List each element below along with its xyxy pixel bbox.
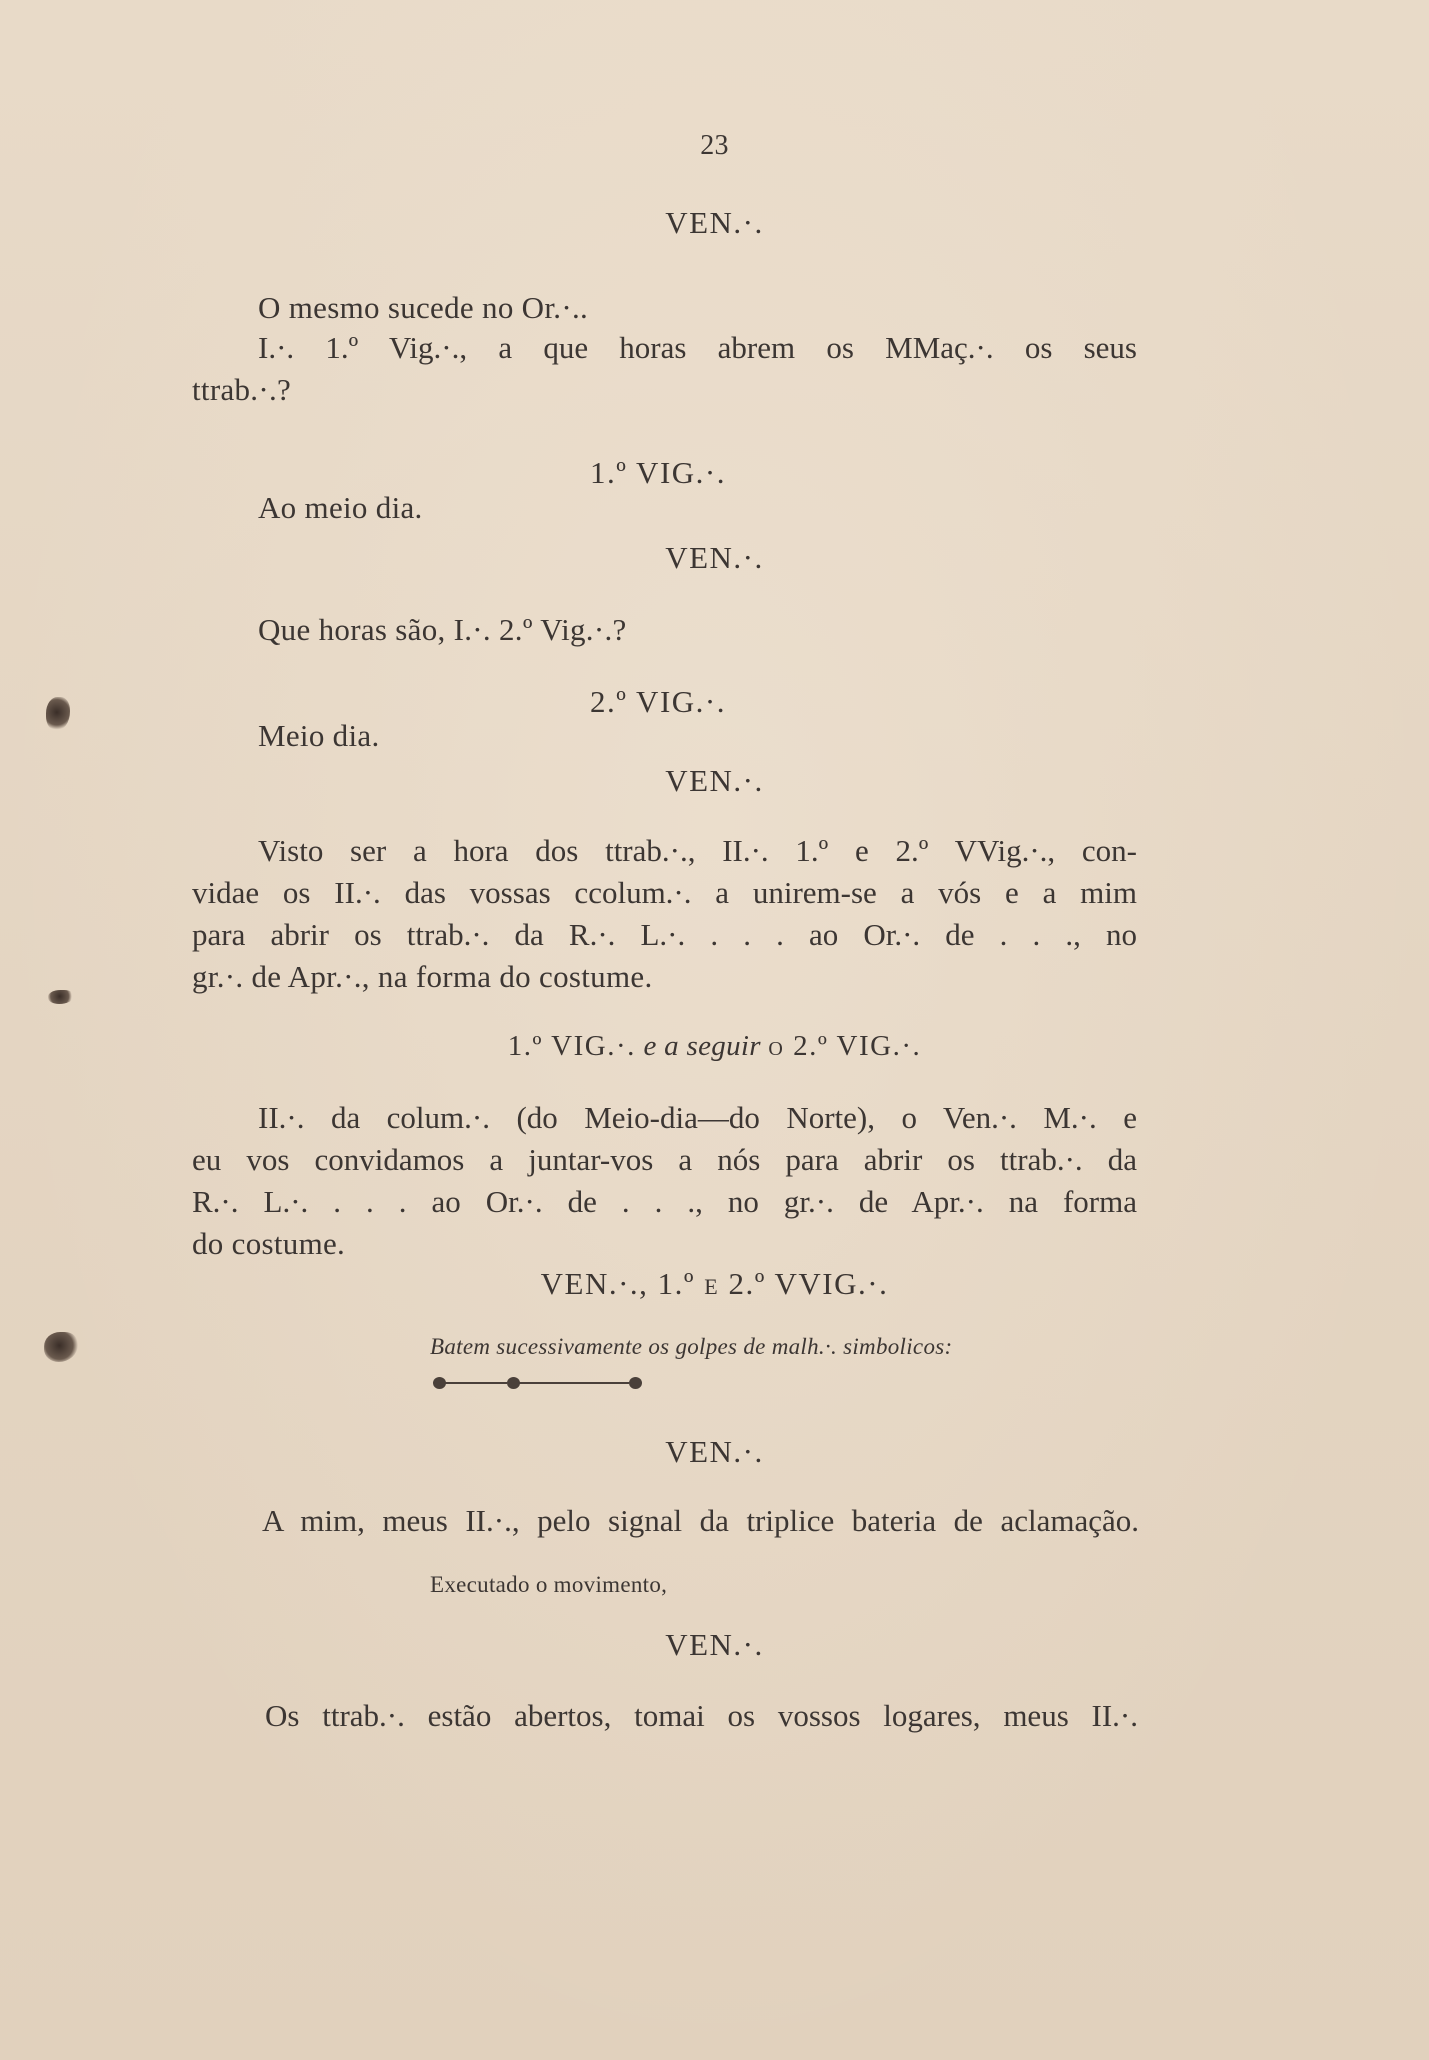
stage-direction-line [0, 1030, 1429, 1063]
speaker-ven: VEN.·. [665, 540, 764, 575]
text-line: Os ttrab.·. estão abertos, tomai os vossos logares, meus II.·. [265, 1698, 1138, 1733]
text-line: Que horas são, I.·. 2.º Vig.·.? [258, 612, 627, 647]
binding-hole [44, 1332, 78, 1362]
binding-hole [46, 697, 70, 731]
paragraph-line: R.·. L.·. . . . ao Or.·. de . . ., no gr.·. de Apr.·. na forma [192, 1184, 1137, 1219]
speaker-2-vig: 2.º VIG.·. [590, 684, 726, 719]
speaker-2-vig: o 2.º VIG.·. [768, 1030, 922, 1062]
stage-direction: Batem sucessivamente os golpes de malh.·. simbolicos: [430, 1334, 953, 1359]
paragraph-line: Visto ser a hora dos ttrab.·., II.·. 1.º e 2.º VVig.·., con- [258, 833, 1137, 868]
text-line: I.·. 1.º Vig.·., a que horas abrem os MMaç.·. os seus [258, 330, 1137, 365]
text-line: Meio dia. [258, 718, 380, 753]
speaker-ven: VEN.·. [665, 763, 764, 798]
text-line: A mim, meus II.·., pelo signal da triplice bateria de aclamação. [262, 1503, 1139, 1538]
paragraph-line: para abrir os ttrab.·. da R.·. L.·. . . . ao Or.·. de . . ., no [192, 917, 1137, 952]
speaker-1-vig: 1.º VIG.·. [507, 1030, 636, 1062]
speakers-ven-vig: VEN.·., 1.º e 2.º VVIG.·. [540, 1266, 889, 1301]
binding-hole [48, 990, 74, 1004]
paragraph-line: do costume. [192, 1226, 346, 1261]
speaker-ven: VEN.·. [665, 1627, 764, 1662]
page-number: 23 [700, 130, 729, 161]
text-line: ttrab.·.? [192, 372, 292, 407]
paragraph-line: II.·. da colum.·. (do Meio-dia—do Norte), o Ven.·. M.·. e [258, 1100, 1137, 1135]
paragraph-line: gr.·. de Apr.·., na forma do costume. [192, 959, 653, 994]
speaker-ven: VEN.·. [665, 205, 764, 240]
stage-direction: e a seguir [643, 1030, 761, 1062]
speaker-1-vig: 1.º VIG.·. [590, 455, 726, 490]
speaker-ven: VEN.·. [665, 1434, 764, 1469]
stage-direction: Executado o movimento, [430, 1572, 668, 1597]
mallet-blows-ornament [433, 1376, 643, 1390]
paragraph-line: vidae os II.·. das vossas ccolum.·. a unirem-se a vós e a mim [192, 875, 1137, 910]
paragraph-line: eu vos convidamos a juntar-vos a nós para abrir os ttrab.·. da [192, 1142, 1137, 1177]
text-line: Ao meio dia. [258, 490, 423, 525]
text-line: O mesmo sucede no Or.·.. [258, 290, 589, 325]
